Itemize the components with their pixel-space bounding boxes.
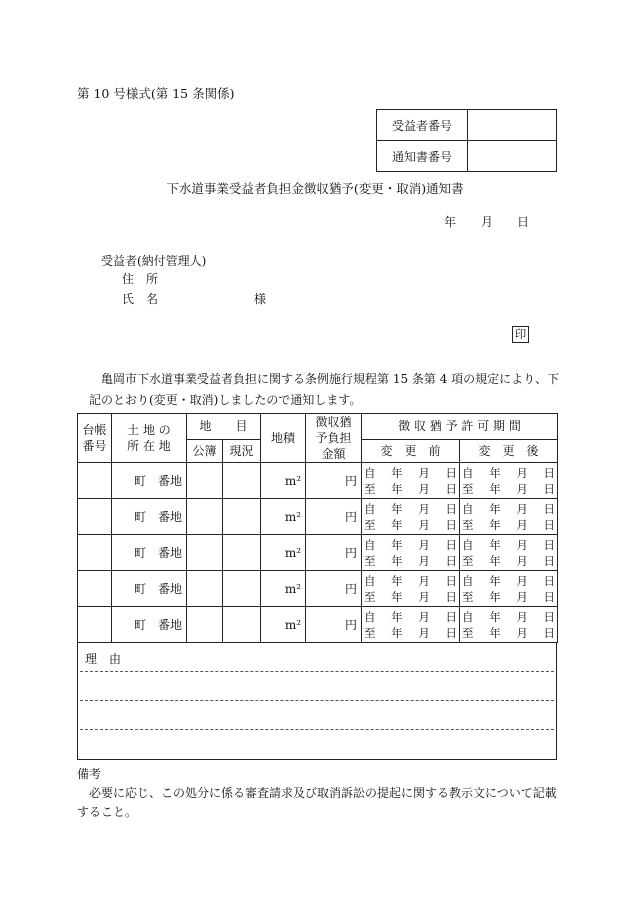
- to-label: 至: [364, 517, 376, 532]
- period-before-cell[interactable]: [362, 499, 460, 535]
- from-label: 自: [462, 465, 474, 480]
- month-label: 月: [516, 573, 528, 588]
- header-location: [112, 414, 187, 463]
- reason-line: [80, 671, 554, 672]
- month-label: 月: [418, 537, 430, 552]
- month-label: 月: [516, 609, 528, 624]
- table-row: [78, 571, 558, 607]
- current-cell[interactable]: [223, 463, 261, 499]
- reason-label: 理 由: [85, 652, 122, 666]
- day-label: 日: [543, 517, 556, 532]
- area-cell[interactable]: m²: [261, 607, 306, 643]
- amount-cell[interactable]: 円: [306, 463, 362, 499]
- year-label: 年: [391, 573, 403, 588]
- form-number: 第 10 号様式(第 15 条関係): [77, 86, 235, 101]
- location-cell[interactable]: 町 番地: [112, 463, 187, 499]
- from-label: 自: [364, 537, 376, 552]
- area-cell[interactable]: m²: [261, 463, 306, 499]
- year-label: 年: [391, 553, 403, 568]
- from-label: 自: [364, 465, 376, 480]
- area-cell[interactable]: m²: [261, 499, 306, 535]
- header-location-line2: 所 在 地: [127, 439, 171, 453]
- to-label: 至: [462, 553, 474, 568]
- area-cell[interactable]: m²: [261, 535, 306, 571]
- month-label: 月: [516, 553, 528, 568]
- table-row: [78, 499, 558, 535]
- amount-cell[interactable]: 円: [306, 607, 362, 643]
- month-label: 月: [516, 517, 528, 532]
- month-label: 月: [516, 481, 528, 496]
- registry-cell[interactable]: [187, 535, 223, 571]
- table-row: [78, 535, 558, 571]
- deferral-table: [77, 413, 558, 643]
- year-label: 年: [489, 609, 501, 624]
- month-label: 月: [418, 625, 430, 640]
- period-after-cell[interactable]: [460, 571, 558, 607]
- from-label: 自: [462, 537, 474, 552]
- document-title: 下水道事業受益者負担金徴収猶予(変更・取消)通知書: [166, 181, 464, 196]
- year-label: 年: [489, 573, 501, 588]
- period-after-cell[interactable]: [460, 535, 558, 571]
- year-label: 年: [489, 501, 501, 516]
- header-ledger-line2: 番号: [82, 439, 107, 453]
- header-location-line1: 土 地 の: [127, 423, 171, 437]
- month-label: 月: [418, 589, 430, 604]
- period-after-cell[interactable]: [460, 463, 558, 499]
- header-area: 地積: [261, 414, 306, 463]
- reason-line: [80, 700, 554, 701]
- month-label: 月: [516, 465, 528, 480]
- day-label: 日: [543, 573, 556, 588]
- header-amount-line3: 金額: [321, 447, 346, 461]
- year-label: 年: [391, 517, 403, 532]
- period-before-cell[interactable]: [362, 607, 460, 643]
- month-label: 月: [418, 553, 430, 568]
- from-label: 自: [364, 609, 376, 624]
- month-label: 月: [516, 589, 528, 604]
- registry-cell[interactable]: [187, 607, 223, 643]
- year-label: 年: [391, 609, 403, 624]
- current-cell[interactable]: [223, 571, 261, 607]
- day-label: 日: [445, 481, 457, 496]
- period-before-cell[interactable]: [362, 571, 460, 607]
- month-label: 月: [418, 465, 430, 480]
- header-amount-line1: 徴収猶: [315, 415, 352, 429]
- day-label: 日: [445, 573, 457, 588]
- honorific: 様: [254, 292, 267, 306]
- header-registry: 公簿: [187, 439, 223, 462]
- day-label: 日: [543, 553, 556, 568]
- from-label: 自: [364, 501, 376, 516]
- date-day: 日: [517, 215, 530, 229]
- month-label: 月: [418, 481, 430, 496]
- day-label: 日: [543, 465, 556, 480]
- location-cell[interactable]: 町 番地: [112, 607, 187, 643]
- day-label: 日: [543, 537, 556, 552]
- location-cell[interactable]: 町 番地: [112, 499, 187, 535]
- year-label: 年: [489, 589, 501, 604]
- month-label: 月: [418, 573, 430, 588]
- day-label: 日: [543, 625, 556, 640]
- ledger-cell[interactable]: [78, 607, 112, 643]
- notes-heading: 備考: [77, 767, 102, 781]
- from-label: 自: [462, 573, 474, 588]
- seal-mark: 印: [512, 326, 529, 343]
- ledger-cell[interactable]: [78, 571, 112, 607]
- year-label: 年: [391, 537, 403, 552]
- ledger-cell[interactable]: [78, 535, 112, 571]
- location-cell[interactable]: 町 番地: [112, 571, 187, 607]
- year-label: 年: [489, 517, 501, 532]
- to-label: 至: [364, 481, 376, 496]
- header-ledger-line1: 台帳: [82, 423, 107, 437]
- notes-line-1: 必要に応じ、この処分に係る審査請求及び取消訴訟の提起に関する教示文について記載: [89, 786, 557, 800]
- to-label: 至: [364, 589, 376, 604]
- from-label: 自: [364, 573, 376, 588]
- year-label: 年: [489, 465, 501, 480]
- day-label: 日: [543, 501, 556, 516]
- day-label: 日: [445, 465, 457, 480]
- header-period: 徴 収 猶 予 許 可 期 間: [362, 414, 558, 440]
- to-label: 至: [462, 517, 474, 532]
- recipient-number-field[interactable]: [468, 110, 557, 141]
- ledger-cell[interactable]: [78, 463, 112, 499]
- to-label: 至: [364, 553, 376, 568]
- year-label: 年: [391, 625, 403, 640]
- header-amount-line2: 予負担: [315, 431, 352, 445]
- current-cell[interactable]: [223, 499, 261, 535]
- registry-cell[interactable]: [187, 571, 223, 607]
- year-label: 年: [489, 481, 501, 496]
- number-box: [376, 109, 557, 172]
- month-label: 月: [418, 517, 430, 532]
- registry-cell[interactable]: [187, 499, 223, 535]
- day-label: 日: [445, 537, 457, 552]
- month-label: 月: [418, 501, 430, 516]
- location-cell[interactable]: 町 番地: [112, 535, 187, 571]
- table-row: [78, 463, 558, 499]
- body-line-1: 亀岡市下水道事業受益者負担に関する条例施行規程第 15 条第 4 項の規定により、下: [101, 372, 560, 386]
- period-before-cell[interactable]: [362, 535, 460, 571]
- header-ledger: [78, 414, 112, 463]
- day-label: 日: [543, 481, 556, 496]
- year-label: 年: [391, 589, 403, 604]
- current-cell[interactable]: [223, 607, 261, 643]
- reason-box: [77, 643, 557, 760]
- address-label: 住 所: [122, 272, 159, 286]
- from-label: 自: [462, 501, 474, 516]
- area-cell[interactable]: m²: [261, 571, 306, 607]
- amount-cell[interactable]: 円: [306, 535, 362, 571]
- year-label: 年: [489, 553, 501, 568]
- recipient-heading: 受益者(納付管理人): [101, 254, 207, 268]
- from-label: 自: [462, 609, 474, 624]
- to-label: 至: [364, 625, 376, 640]
- header-after: 変 更 後: [460, 439, 558, 462]
- date-year: 年: [444, 215, 457, 229]
- to-label: 至: [462, 589, 474, 604]
- year-label: 年: [489, 537, 501, 552]
- day-label: 日: [445, 501, 457, 516]
- header-current: 現況: [223, 439, 261, 462]
- to-label: 至: [462, 625, 474, 640]
- amount-cell[interactable]: 円: [306, 499, 362, 535]
- month-label: 月: [516, 537, 528, 552]
- period-after-cell[interactable]: [460, 607, 558, 643]
- body-line-2: 記のとおり(変更・取消)しましたので通知します。: [89, 393, 362, 407]
- month-label: 月: [418, 609, 430, 624]
- notice-number-field[interactable]: [468, 141, 557, 172]
- month-label: 月: [516, 625, 528, 640]
- day-label: 日: [445, 609, 457, 624]
- day-label: 日: [445, 625, 457, 640]
- year-label: 年: [391, 501, 403, 516]
- year-label: 年: [489, 625, 501, 640]
- header-before: 変 更 前: [362, 439, 460, 462]
- name-label: 氏 名: [122, 292, 159, 306]
- to-label: 至: [462, 481, 474, 496]
- notes-line-2: すること。: [77, 805, 138, 819]
- recipient-number-label: 受益者番号: [377, 110, 468, 141]
- table-row: [78, 607, 558, 643]
- period-before-cell[interactable]: [362, 463, 460, 499]
- day-label: 日: [445, 553, 457, 568]
- header-amount: [306, 414, 362, 463]
- date-month: 月: [481, 215, 494, 229]
- current-cell[interactable]: [223, 535, 261, 571]
- period-after-cell[interactable]: [460, 499, 558, 535]
- notice-number-label: 通知書番号: [377, 141, 468, 172]
- registry-cell[interactable]: [187, 463, 223, 499]
- day-label: 日: [543, 589, 556, 604]
- day-label: 日: [445, 589, 457, 604]
- ledger-cell[interactable]: [78, 499, 112, 535]
- amount-cell[interactable]: 円: [306, 571, 362, 607]
- reason-line: [80, 729, 554, 730]
- year-label: 年: [391, 481, 403, 496]
- day-label: 日: [445, 517, 457, 532]
- year-label: 年: [391, 465, 403, 480]
- header-category: 地 目: [187, 414, 261, 440]
- month-label: 月: [516, 501, 528, 516]
- day-label: 日: [543, 609, 556, 624]
